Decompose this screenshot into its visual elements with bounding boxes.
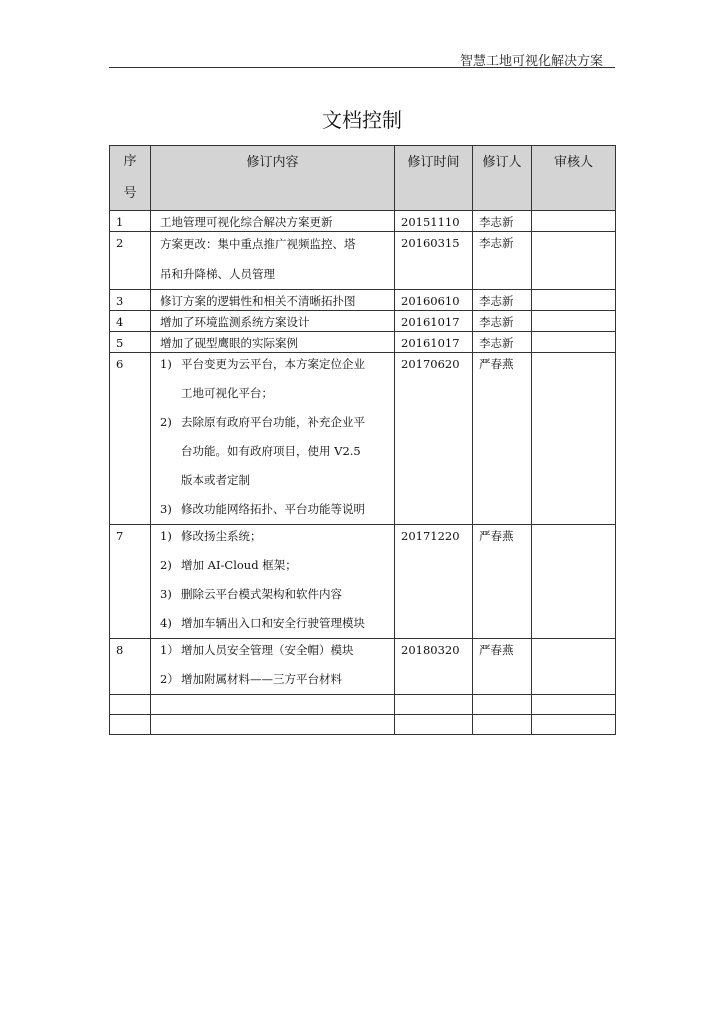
- content-line: 方案更改：集中重点推广视频监控、塔: [160, 237, 356, 251]
- empty-row: [110, 695, 616, 715]
- cell-content: [151, 353, 395, 525]
- cell-content: 增加了砚型鹰眼的实际案例: [151, 332, 395, 353]
- list-number: 2): [160, 558, 172, 572]
- cell-content: [151, 639, 395, 695]
- empty-cell: [151, 695, 395, 715]
- cell-content: 修订方案的逻辑性和相关不清晰拓扑图: [151, 290, 395, 311]
- content-list-line: [160, 665, 390, 694]
- cell-content: 增加了环境监测系统方案设计: [151, 311, 395, 332]
- table-row: [110, 353, 616, 525]
- empty-cell: [395, 715, 473, 735]
- cell-auditor: [532, 311, 616, 332]
- content-list-line: [160, 636, 390, 665]
- table-row: [110, 639, 616, 695]
- cell-no: 5: [110, 332, 151, 353]
- empty-cell: [473, 695, 532, 715]
- cell-reviser: 严春燕: [473, 525, 532, 639]
- cell-auditor: [532, 232, 616, 290]
- content-list-line: [160, 495, 390, 524]
- cell-date: 20180320: [395, 639, 473, 695]
- content-list-line: [160, 379, 390, 408]
- empty-cell: [110, 715, 151, 735]
- cell-reviser: 李志新: [473, 290, 532, 311]
- empty-cell: [151, 715, 395, 735]
- content-list-line: [160, 580, 390, 609]
- list-number: 1): [160, 529, 172, 543]
- list-text: 平台变更为云平台，本方案定位企业: [181, 357, 365, 371]
- cell-date: 20160610: [395, 290, 473, 311]
- table-row: [110, 311, 616, 332]
- list-text: 去除原有政府平台功能，补充企业平: [181, 415, 365, 429]
- cell-no: 2: [110, 232, 151, 290]
- column-header-auditor: 审核人: [532, 146, 616, 211]
- revision-table: [109, 145, 616, 735]
- table-header-row: [110, 146, 616, 211]
- cell-auditor: [532, 211, 616, 232]
- list-number: 3): [160, 587, 172, 601]
- content-list-line: [160, 350, 390, 379]
- column-header-date: 修订时间: [395, 146, 473, 211]
- cell-auditor: [532, 353, 616, 525]
- content-list-line: [160, 609, 390, 638]
- content-list: [160, 350, 390, 524]
- cell-no: 3: [110, 290, 151, 311]
- content-text: [160, 229, 390, 289]
- content-list-line: [160, 408, 390, 437]
- empty-cell: [532, 715, 616, 735]
- cell-content: [151, 525, 395, 639]
- table-row: [110, 232, 616, 290]
- list-text: 增加人员安全管理（安全帽）模块: [181, 643, 354, 657]
- cell-no: 8: [110, 639, 151, 695]
- cell-reviser: 李志新: [473, 232, 532, 290]
- header-rule: [109, 67, 615, 68]
- cell-reviser: 严春燕: [473, 353, 532, 525]
- cell-reviser: 李志新: [473, 311, 532, 332]
- list-number: 2): [160, 415, 172, 429]
- list-number: 1): [160, 357, 172, 371]
- content-list-line: [160, 522, 390, 551]
- cell-no: 6: [110, 353, 151, 525]
- list-text: 修改功能网络拓扑、平台功能等说明: [181, 502, 365, 516]
- cell-date: 20161017: [395, 332, 473, 353]
- content-list-line: [160, 466, 390, 495]
- list-text: 删除云平台模式架构和软件内容: [181, 587, 342, 601]
- cell-no: 1: [110, 211, 151, 232]
- cell-date: 20170620: [395, 353, 473, 525]
- cell-date: 20151110: [395, 211, 473, 232]
- list-text: 修改扬尘系统；: [181, 529, 262, 543]
- empty-cell: [473, 715, 532, 735]
- list-text: 增加 AI-Cloud 框架；: [181, 558, 297, 572]
- column-header-content: 修订内容: [151, 146, 395, 211]
- list-text: 增加附属材料——三方平台材料: [181, 672, 342, 686]
- page-title: 文档控制: [322, 108, 402, 132]
- revision-table-body: [110, 211, 616, 735]
- cell-no: 7: [110, 525, 151, 639]
- list-number: 1）: [160, 643, 179, 657]
- running-header-title: 智慧工地可视化解决方案: [459, 54, 603, 69]
- column-header-no: [110, 146, 151, 211]
- content-list: [160, 636, 390, 694]
- empty-cell: [110, 695, 151, 715]
- table-row: [110, 525, 616, 639]
- list-text: 工地可视化平台；: [181, 386, 273, 400]
- cell-reviser: 李志新: [473, 332, 532, 353]
- column-header-no-text: 序 号: [123, 154, 137, 201]
- cell-auditor: [532, 639, 616, 695]
- cell-date: 20161017: [395, 311, 473, 332]
- cell-date: 20171220: [395, 525, 473, 639]
- empty-cell: [395, 695, 473, 715]
- cell-no: 4: [110, 311, 151, 332]
- cell-date: 20160315: [395, 232, 473, 290]
- list-number: 2）: [160, 672, 179, 686]
- content-list-line: [160, 437, 390, 466]
- empty-cell: [532, 695, 616, 715]
- cell-auditor: [532, 290, 616, 311]
- list-number: 4): [160, 616, 172, 630]
- content-line: 吊和升降梯、人员管理: [160, 267, 275, 281]
- cell-reviser: 李志新: [473, 211, 532, 232]
- list-number: 3): [160, 502, 172, 516]
- list-text: 台功能。如有政府项目，使用 V2.5: [181, 444, 361, 458]
- empty-row: [110, 715, 616, 735]
- list-text: 版本或者定制: [181, 473, 250, 487]
- cell-content: [151, 232, 395, 290]
- cell-auditor: [532, 525, 616, 639]
- cell-reviser: 严春燕: [473, 639, 532, 695]
- content-list: [160, 522, 390, 638]
- content-list-line: [160, 551, 390, 580]
- column-header-reviser: 修订人: [473, 146, 532, 211]
- list-text: 增加车辆出入口和安全行驶管理模块: [181, 616, 365, 630]
- cell-content: 工地管理可视化综合解决方案更新: [151, 211, 395, 232]
- table-row: [110, 290, 616, 311]
- cell-auditor: [532, 332, 616, 353]
